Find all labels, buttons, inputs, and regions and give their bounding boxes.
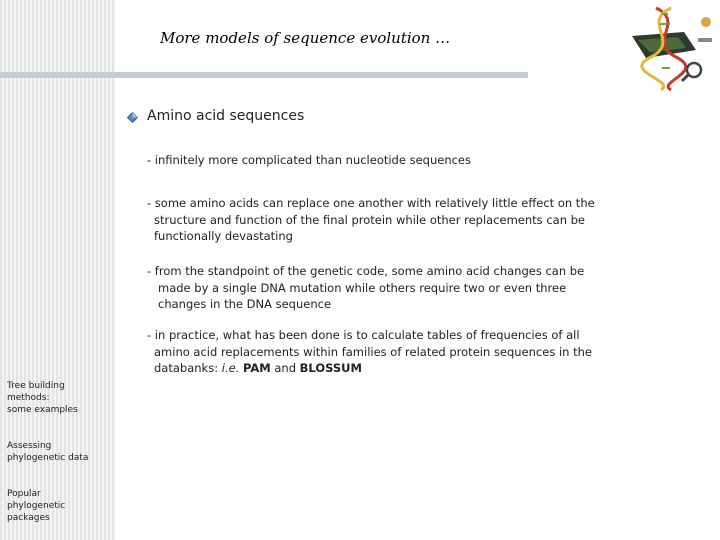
paragraph-line: structure and function of the final protein while other replacements can be xyxy=(154,212,586,227)
sidebar-item-label: Popular xyxy=(7,489,41,499)
diamond-bullet-icon xyxy=(127,112,138,123)
paragraph-line: functionally devastating xyxy=(154,229,293,243)
paragraph-line: - from the standpoint of the genetic code, some amino acid changes can be xyxy=(147,264,585,278)
text: databanks: xyxy=(154,361,222,375)
sidebar-item-label: phylogenetic data xyxy=(7,453,89,463)
paragraph-line: changes in the DNA sequence xyxy=(158,297,332,311)
sidebar-item-label: phylogenetic xyxy=(7,501,66,511)
paragraph-line: made by a single DNA mutation while others require two or even three xyxy=(158,280,567,295)
paragraph-line-last xyxy=(147,360,592,377)
section-heading: Amino acid sequences xyxy=(147,108,305,124)
ie-text: i.e. xyxy=(221,361,240,375)
paragraph-1 xyxy=(147,152,471,169)
sidebar-item-packages[interactable] xyxy=(7,488,65,524)
paragraph-line: amino acid replacements within families of related protein sequences in the xyxy=(154,344,592,359)
paragraph-line: - infinitely more complicated than nucleotide sequences xyxy=(147,153,471,167)
sidebar-item-label: methods: xyxy=(7,393,50,403)
sidebar-item-label: some examples xyxy=(7,405,78,415)
sidebar-item-label: packages xyxy=(7,513,50,523)
title-underline-bar xyxy=(0,72,528,78)
slide-title: More models of sequence evolution … xyxy=(160,29,451,47)
sidebar-item-assessing[interactable] xyxy=(7,440,88,464)
sidebar-item-tree-building[interactable] xyxy=(7,380,78,416)
paragraph-line: - some amino acids can replace one another with relatively little effect on the xyxy=(147,196,595,210)
paragraph-line: - in practice, what has been done is to calculate tables of frequencies of all xyxy=(147,328,580,342)
sidebar-item-label: Assessing xyxy=(7,441,52,451)
blossum-text: BLOSSUM xyxy=(299,361,362,375)
paragraph-2 xyxy=(147,195,595,245)
paragraph-3 xyxy=(147,263,584,313)
sidebar-item-label: Tree building xyxy=(7,381,65,391)
paragraph-4 xyxy=(147,327,592,377)
pam-text: PAM xyxy=(242,361,271,375)
text: and xyxy=(270,361,300,375)
dna-logo-icon xyxy=(626,2,718,94)
